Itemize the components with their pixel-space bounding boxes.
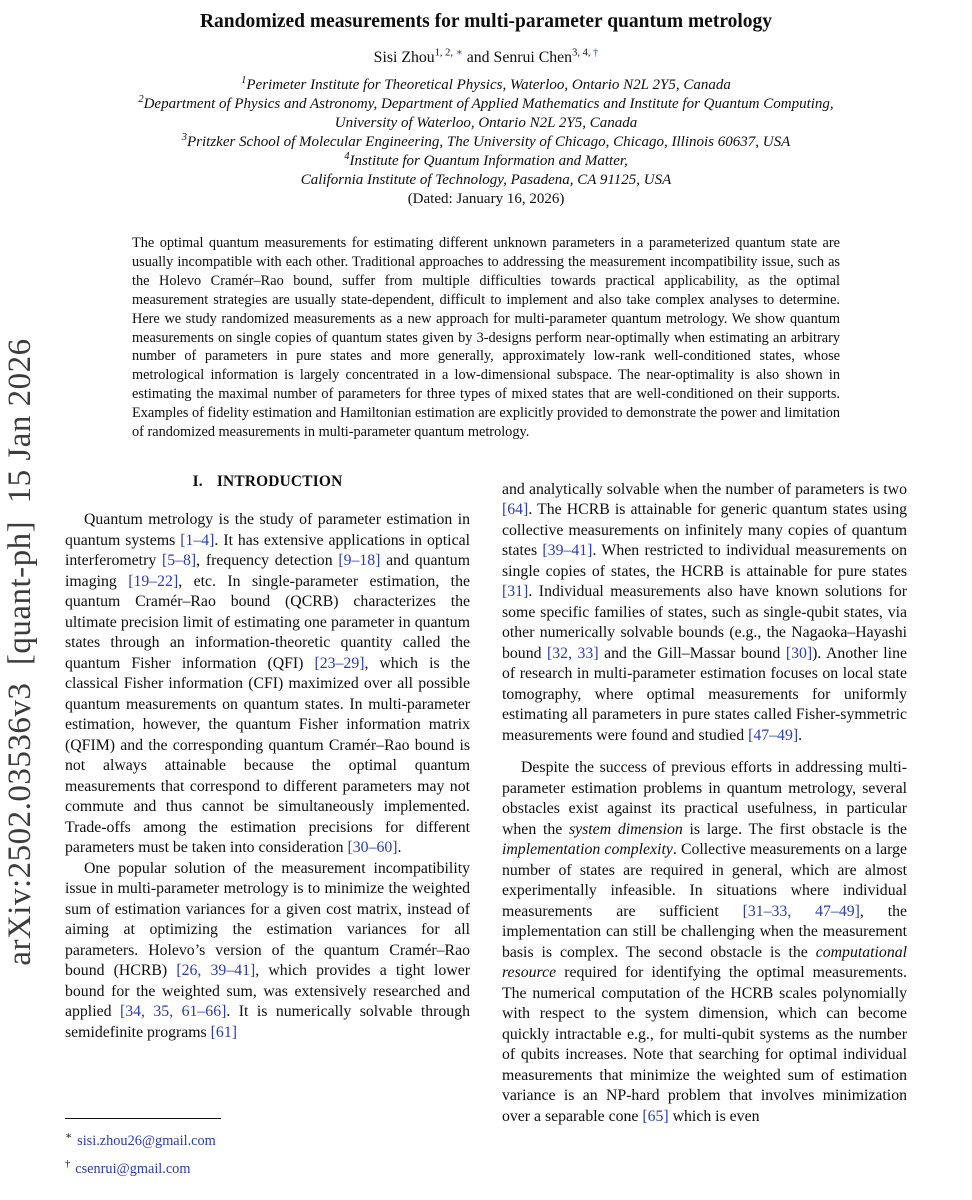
affiliation-line: $^2$Department of Physics and Astronomy, Department of Applied Mathematics and Institute for Quantum Computing, [138, 94, 834, 112]
citation-link[interactable]: [30–60] [347, 839, 398, 857]
citation-link[interactable]: [30] [785, 644, 813, 662]
abstract-text: The optimal quantum measurements for estimating different unknown parameters in a parameterized quantum state are usually incompatible with each other. Traditional approaches to addressing the measurement incompatibility issue, such as the Holevo Cramér–Rao bound, suffer from multiple difficulties towards practical applicability, as the optimal measurement strategies are usually state-dependent, difficult to implement and also take complex analyses to determine. Here we study randomized measurements as a new approach for multi-parameter quantum metrology. We show quantum measurements on single copies of quantum states given by 3-designs perform near-optimally when estimating an arbitrary number of parameters in pure states and more generally, approximately low-rank well-conditioned states, whose metrological information is largely concentrated in a low-dimensional subspace. The near-optimality is also shown in estimating the maximal number of parameters for three types of mixed states that are well-conditioned on their supports. Examples of fidelity estimation and Hamiltonian estimation are explicitly provided to demonstrate the power and limitation of randomized measurements in multi-parameter quantum metrology. [132, 235, 840, 441]
affiliation-line: $^3$Pritzker School of Molecular Engineering, The University of Chicago, Chicago, Illinois 60637, USA [181, 132, 791, 150]
emphasis-text: system dimension [568, 820, 683, 838]
footnote-rule [65, 1118, 221, 1119]
citation-link[interactable]: [47–49] [748, 726, 799, 744]
text-run: and the Gill–Massar bound [598, 644, 786, 662]
text-run: ). Another line of research in multi-parameter estimation focuses on local state tomography, where optimal measurements for uniformly estimating all parameters in pure states called Fisher-symmetric measurements were found and studied [502, 644, 907, 744]
text-run: required for identifying the optimal measurements. The numerical computation of the HCRB scales polynomially with respect to the system dimension, which can become quickly intractable e.g., for multi-qubit systems as the number of qubits increases. Note that searching for optimal individual measurements that minimize the weighted sum of estimation variance is an NP-hard problem that involves minimization over a separable cone [502, 964, 907, 1125]
author-name-1: Sisi Zhou [373, 49, 435, 66]
affiliation-line: $^4$Institute for Quantum Information and Matter, [344, 151, 628, 169]
affiliations-block [0, 76, 972, 209]
section-title: INTRODUCTION [216, 472, 343, 490]
text-run: , the implementation can still be challenging when the measurement basis is complex. The second obstacle is the [502, 902, 907, 961]
text-run: . Individual measurements also have known solutions for some specific families of states, such as single-qubit states, via other numerically solvable bounds (e.g., the Nagaoka–Hayashi bound [502, 583, 907, 662]
body-paragraph [65, 859, 470, 1044]
footnote-line [65, 1160, 221, 1178]
authors-joiner: and [462, 49, 494, 66]
body-paragraph [65, 510, 470, 859]
citation-link[interactable]: [31] [502, 583, 529, 601]
emphasis-text: implementation complexity [502, 841, 673, 859]
citation-link[interactable]: [32, 33] [547, 644, 599, 662]
citation-link[interactable]: [39–41] [542, 542, 593, 560]
footnote-marker: ∗ [65, 1131, 73, 1143]
citation-link[interactable]: [19–22] [128, 572, 179, 590]
text-run: Quantum metrology is the study of parameter estimation in quantum systems [65, 511, 470, 549]
left-column [65, 466, 470, 1128]
text-run: . Collective measurements on a large number of states are required in general, which are almost experimentally infeasible. In situations where individual measurements are sufficient [502, 841, 907, 920]
text-run: , which provides a tight lower bound for the weighted sum, was extensively researched and applied [65, 962, 470, 1021]
email-link[interactable]: csenrui@gmail.com [75, 1161, 191, 1177]
citation-link[interactable]: [5–8] [161, 552, 197, 570]
arxiv-stamp: arXiv:2502.03536v3 [quant-ph] 15 Jan 2026 [2, 338, 38, 966]
citation-link[interactable]: [1–4] [180, 531, 215, 549]
citation-link[interactable]: [31–33, 47–49] [742, 902, 860, 920]
author-footnote-symbol-2[interactable]: † [593, 47, 599, 59]
emphasis-text: computational resource [502, 943, 907, 982]
text-run: . When restricted to individual measurements on single copies of states, the HCRB is attainable for pure states [502, 542, 907, 580]
citation-link[interactable]: [9–18] [338, 552, 381, 570]
text-run: One popular solution of the measurement incompatibility issue in multi-parameter metrology is to minimize the weighted sum of estimation variances for a given cost matrix, instead of aiming at optimizing the estimation variances for all parameters. Holevo’s version of the quantum Cramér–Rao bound (HCRB) [65, 859, 470, 980]
citation-link[interactable]: [26, 39–41] [176, 962, 256, 980]
citation-link[interactable]: [61] [210, 1023, 237, 1041]
author-affil-sups-2: 3, 4, [572, 47, 594, 59]
text-run: , frequency detection [196, 552, 339, 570]
section-1-heading [65, 472, 470, 493]
footnote-marker: † [65, 1159, 71, 1171]
right-column [502, 466, 907, 1128]
citation-link[interactable]: [64] [502, 501, 529, 519]
affiliation-line: University of Waterloo, Ontario N2L 2Y5, Canada [334, 115, 638, 131]
authors-line [0, 49, 972, 67]
paper-title: Randomized measurements for multi-parameter quantum metrology [199, 11, 773, 32]
text-run: Despite the success of previous efforts in addressing multi-parameter estimation problems in quantum metrology, several obstacles exist against its practical usefulness, in particular when the [502, 759, 907, 838]
affiliation-line: California Institute of Technology, Pasadena, CA 91125, USA [300, 172, 672, 188]
text-run: and quantum imaging [65, 552, 470, 590]
citation-link[interactable]: [23–29] [314, 654, 365, 672]
text-run: . It has extensive applications in optical interferometry [65, 531, 470, 570]
text-run: , which is the classical Fisher information (CFI) maximized over all possible quantum measurements on quantum states. In multi-parameter estimation, however, the quantum Fisher information matrix (QFIM) and the corresponding quantum Cramér–Rao bound is not always attainable because the optimal quantum measurements that correspond to different parameters may not commute and thus cannot be simultaneously implemented. Trade-offs among the estimation precisions for different parameters must be taken into consideration [65, 654, 470, 857]
text-run: , etc. In single-parameter estimation, the quantum Cramér–Rao bound (QCRB) characterizes the ultimate precision limit of estimating one parameter in quantum states through an information-theoretic quantity called the quantum Fisher information (QFI) [65, 572, 470, 672]
affiliation-line: $^1$Perimeter Institute for Theoretical Physics, Waterloo, Ontario N2L 2Y5, Canada [241, 75, 731, 93]
text-run: . [397, 839, 402, 857]
paper-header [0, 0, 972, 209]
text-run: is large. The first obstacle is the [682, 820, 907, 838]
citation-link[interactable]: [34, 35, 61–66] [119, 1003, 227, 1021]
author-affil-sups-1: 1, 2, [434, 47, 456, 59]
body-paragraph [502, 758, 907, 1127]
email-link[interactable]: sisi.zhou26@gmail.com [77, 1133, 216, 1149]
text-run: . It is numerically solvable through semidefinite programs [65, 1003, 470, 1041]
author-name-2: Senrui Chen [493, 49, 573, 66]
footnote-line [65, 1132, 221, 1150]
body-paragraph [502, 480, 907, 747]
author-footnote-symbol-1[interactable]: ∗ [455, 47, 463, 59]
footnotes-block [65, 1118, 221, 1178]
section-number: I. [192, 472, 203, 490]
dated-line: (Dated: January 16, 2026) [407, 191, 565, 207]
text-run: and analytically solvable when the number of parameters is two [502, 480, 907, 498]
text-run: . The HCRB is attainable for generic quantum states using collective measurements on infinitely many copies of quantum states [502, 501, 907, 560]
text-run: . [798, 726, 803, 744]
citation-link[interactable]: [65] [642, 1107, 669, 1125]
text-run: which is even [668, 1107, 760, 1125]
two-column-body [65, 466, 907, 1128]
